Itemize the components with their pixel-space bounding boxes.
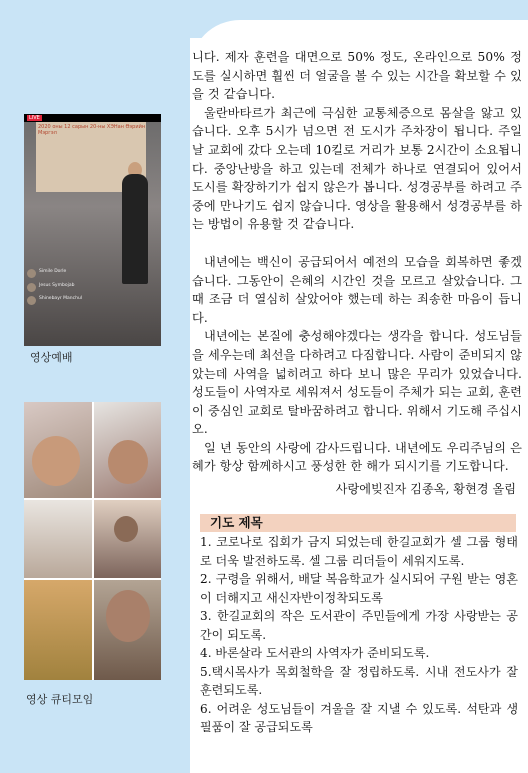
letter-signature: 사랑에빚진자 김종옥, 황현경 올림	[335, 482, 516, 497]
letter-paragraph: 일 년 동안의 사랑에 감사드립니다. 내년에도 우리주님의 은혜가 항상 함께하시고 풍성한 한 해가 되시기를 기도합니다.	[192, 440, 522, 474]
zoom-tile	[24, 580, 92, 680]
prayer-list	[200, 533, 518, 737]
prayer-item: 2. 구령을 위해서, 배달 복음학교가 실시되어 구원 받는 영혼이 더해지고 새신자반이정착되도록	[200, 572, 518, 605]
letter-body	[192, 48, 522, 499]
letter-paragraph: 내년에는 백신이 공급되어서 예전의 모습을 회복하면 좋겠습니다. 그동안이 은혜의 시간인 것을 모르고 살았습니다. 그 때 조금 더 열심히 살았어야 했는데 하는 죄송한 마음이 듭니다.	[192, 254, 522, 325]
live-comments	[27, 269, 147, 310]
prayer-item: 6. 어려운 성도님들이 겨울을 잘 지낼 수 있도록. 석탄과 생필품이 잘 공급되도록	[200, 701, 518, 734]
zoom-meeting-photo	[24, 402, 161, 680]
live-badge: LIVE	[29, 115, 40, 121]
live-comment: Jesus Symbojab	[27, 283, 147, 289]
prayer-item: 4. 바론살라 도서관의 사역자가 준비되도록.	[200, 646, 430, 660]
video-worship-photo	[24, 114, 161, 346]
zoom-tile	[24, 500, 92, 578]
zoom-meeting-caption: 영상 큐티모임	[26, 693, 94, 706]
prayer-item: 3. 한길교회의 작은 도서관이 주민들에게 가장 사랑받는 공간이 되도록.	[200, 609, 518, 642]
letter-paragraph: 내년에는 본질에 충성해야겠다는 생각을 합니다. 성도님들을 세우는데 최선을 다하려고 다짐합니다. 사람이 준비되지 않았는데 사역을 넓히려고 하다 보니 많은 무리가 있었습니다. 성도들이 사역자로 세워져서 성도들이 주체가 되는 교회, 훈련이 중심인 교회로 탈바꿈하려고 합니다. 위해서 기도해 주십시오.	[192, 329, 522, 437]
zoom-tile	[24, 402, 92, 498]
prayer-item: 5.택시목사가 목회철학을 잘 정립하도록. 시내 전도사가 잘 훈련되도록.	[200, 664, 518, 697]
video-overlay-title: 2020 оны 12 сарын 20-ны ХЭНан Өэрийн Мэргэл	[38, 124, 146, 136]
zoom-tile	[94, 500, 161, 578]
zoom-tile	[94, 580, 161, 680]
prayer-title: 기도 제목	[200, 514, 516, 532]
zoom-tile	[94, 402, 161, 498]
letter-paragraph: 울란바타르가 최근에 극심한 교통체증으로 몸살을 앓고 있습니다. 오후 5시가 넘으면 전 도시가 주차장이 됩니다. 주일 날 교회에 갔다 오는데 10킬로 거리가 보통 2시간이 소요됩니다. 중앙난방을 하고 있는데 전체가 하나로 연결되어 있어서 도시를 확장하기가 쉽지 않은가 봅니다. 성경공부를 하려고 주중에 만나기도 쉽지 않습니다. 영상을 활용해서 성경공부를 하는 방법이 유용할 것 같습니다.	[192, 105, 522, 232]
live-comment: Shinebayr Manchul	[27, 296, 147, 302]
live-comment: Simile Dorle	[27, 269, 147, 275]
prayer-item: 1. 코로나로 집회가 금지 되었는데 한길교회가 셀 그룹 형태로 더욱 발전하도록. 셀 그룹 리더들이 세워지도록.	[200, 535, 518, 568]
preacher-figure	[122, 174, 148, 284]
letter-paragraph: 니다. 제자 훈련을 대면으로 50% 정도, 온라인으로 50% 정도를 실시하면 훨씬 더 얼굴을 볼 수 있는 시간을 확보할 수 있을 것 같습니다.	[192, 50, 522, 102]
video-worship-caption: 영상예배	[30, 351, 73, 364]
